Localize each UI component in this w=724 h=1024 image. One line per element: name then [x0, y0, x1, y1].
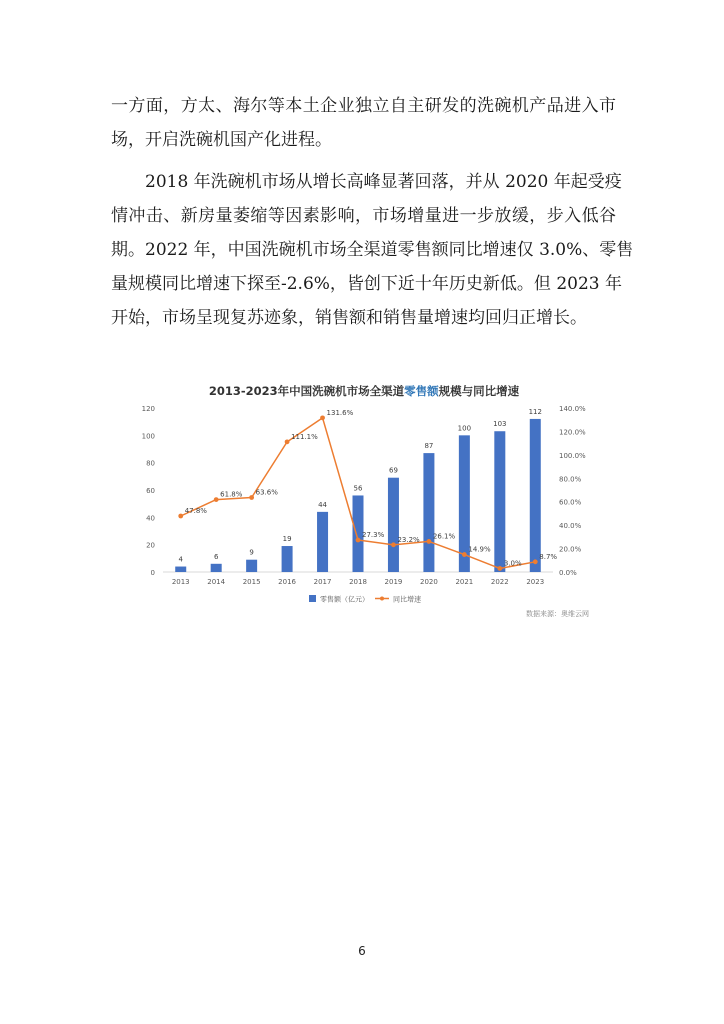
- bar: [423, 453, 434, 572]
- bar-data-label: 4: [178, 555, 183, 564]
- bar-data-label: 6: [213, 552, 219, 561]
- x-tick-label: 2023: [526, 578, 545, 586]
- bar: [282, 546, 293, 572]
- line-point: [285, 439, 290, 444]
- y-right-tick-label: 40.0%: [559, 522, 582, 531]
- x-tick-label: 2013: [171, 578, 190, 586]
- y-left-tick-label: 60: [146, 487, 155, 495]
- page-number: 6: [358, 944, 366, 958]
- line-data-label: 27.3%: [362, 531, 385, 540]
- y-left-tick-label: 0: [150, 569, 155, 577]
- line-point: [249, 495, 254, 500]
- bar-data-label: 69: [388, 466, 398, 475]
- text-line: 2018 年洗碗机市场从增长高峰显著回落，并从 2020 年起受疫: [145, 172, 622, 192]
- line-point: [497, 566, 502, 571]
- line-data-label: 26.1%: [432, 532, 456, 541]
- bar: [246, 560, 257, 572]
- chart-svg: [133, 372, 595, 628]
- text-line: 场，开启洗碗机国产化进程。: [111, 130, 332, 150]
- intro-paragraph: [111, 89, 616, 157]
- text-line: 期。2022 年，中国洗碗机市场全渠道零售额同比增速仅 3.0%、零售: [111, 240, 634, 260]
- chart-title-highlight: 零售额: [404, 384, 439, 398]
- bar: [530, 419, 541, 572]
- bar: [494, 431, 505, 572]
- bar-data-label: 87: [424, 442, 434, 451]
- y-right-tick-label: 20.0%: [559, 545, 582, 554]
- y-right-tick-label: 80.0%: [559, 475, 582, 484]
- y-right-tick-label: 60.0%: [559, 498, 582, 507]
- x-tick-label: 2022: [490, 578, 509, 586]
- legend-bar-swatch: [309, 595, 316, 602]
- y-right-tick-label: 0.0%: [559, 569, 577, 577]
- line-data-label: 47.8%: [184, 507, 207, 516]
- x-tick-label: 2020: [419, 578, 438, 586]
- y-left-tick-label: 40: [146, 514, 155, 523]
- x-tick-label: 2019: [384, 578, 403, 586]
- chart-legend: [309, 595, 421, 604]
- bar-data-label: 19: [282, 535, 292, 544]
- line-point: [356, 538, 361, 543]
- line-point: [214, 497, 219, 502]
- bar-data-label: 56: [353, 484, 363, 493]
- line-data-label: 8.7%: [539, 552, 558, 561]
- x-tick-label: 2015: [242, 578, 261, 586]
- text-line: 量规模同比增速下探至-2.6%，皆创下近十年历史新低。但 2023 年: [111, 274, 623, 294]
- chart-title-part: 规模与同比增速: [438, 384, 520, 398]
- y-right-tick-label: 140.0%: [559, 405, 586, 413]
- line-data-label: 131.6%: [326, 408, 354, 417]
- y-left-tick-label: 80: [146, 459, 155, 468]
- x-tick-label: 2021: [455, 578, 474, 586]
- chart-source: 数据来源：奥维云网: [526, 610, 589, 618]
- line-data-label: 14.9%: [468, 545, 491, 554]
- text-line: 开始，市场呈现复苏迹象，销售额和销售量增速均回归正增长。: [111, 308, 587, 328]
- line-point: [178, 514, 183, 519]
- text-line: 情冲击、新房量萎缩等因素影响，市场增量进一步放缓，步入低谷: [111, 206, 616, 226]
- line-data-label: 3.0%: [503, 559, 522, 568]
- legend-line-marker: [380, 597, 384, 601]
- x-tick-label: 2018: [349, 578, 367, 586]
- market-paragraph: [111, 165, 634, 335]
- retail-chart: [133, 372, 595, 628]
- chart-title: [209, 384, 520, 398]
- x-tick-label: 2017: [313, 578, 332, 586]
- y-left-tick-label: 100: [141, 432, 155, 441]
- x-tick-label: 2014: [207, 578, 226, 586]
- bar-data-label: 100: [457, 424, 472, 433]
- chart-title-part: 2013-2023年中国洗碗机市场全渠道: [208, 384, 405, 398]
- bar-data-label: 112: [528, 407, 542, 416]
- line-point: [320, 415, 325, 420]
- y-right-tick-label: 120.0%: [559, 428, 586, 437]
- x-tick-label: 2016: [278, 578, 297, 586]
- legend-bar-label: 零售额（亿元）: [320, 595, 369, 604]
- bar-data-label: 9: [249, 548, 254, 557]
- bar: [175, 567, 186, 572]
- bar: [388, 478, 399, 572]
- y-left-tick-label: 20: [146, 541, 155, 550]
- legend-line-label: 同比增速: [393, 595, 421, 604]
- bar-data-label: 44: [318, 500, 328, 509]
- text-line: 一方面，方太、海尔等本土企业独立自主研发的洗碗机产品进入市: [111, 96, 616, 116]
- line-data-label: 61.8%: [220, 490, 243, 499]
- bar-data-label: 103: [493, 420, 507, 429]
- line-data-label: 111.1%: [291, 432, 318, 441]
- line-point: [427, 539, 432, 544]
- y-left-tick-label: 120: [141, 405, 155, 413]
- line-data-label: 63.6%: [255, 488, 278, 497]
- y-right-tick-label: 100.0%: [559, 451, 586, 460]
- line-point: [533, 559, 538, 564]
- bar: [211, 564, 222, 572]
- bar: [317, 512, 328, 572]
- line-point: [391, 542, 396, 547]
- line-point: [462, 552, 467, 557]
- line-data-label: 23.2%: [397, 535, 420, 544]
